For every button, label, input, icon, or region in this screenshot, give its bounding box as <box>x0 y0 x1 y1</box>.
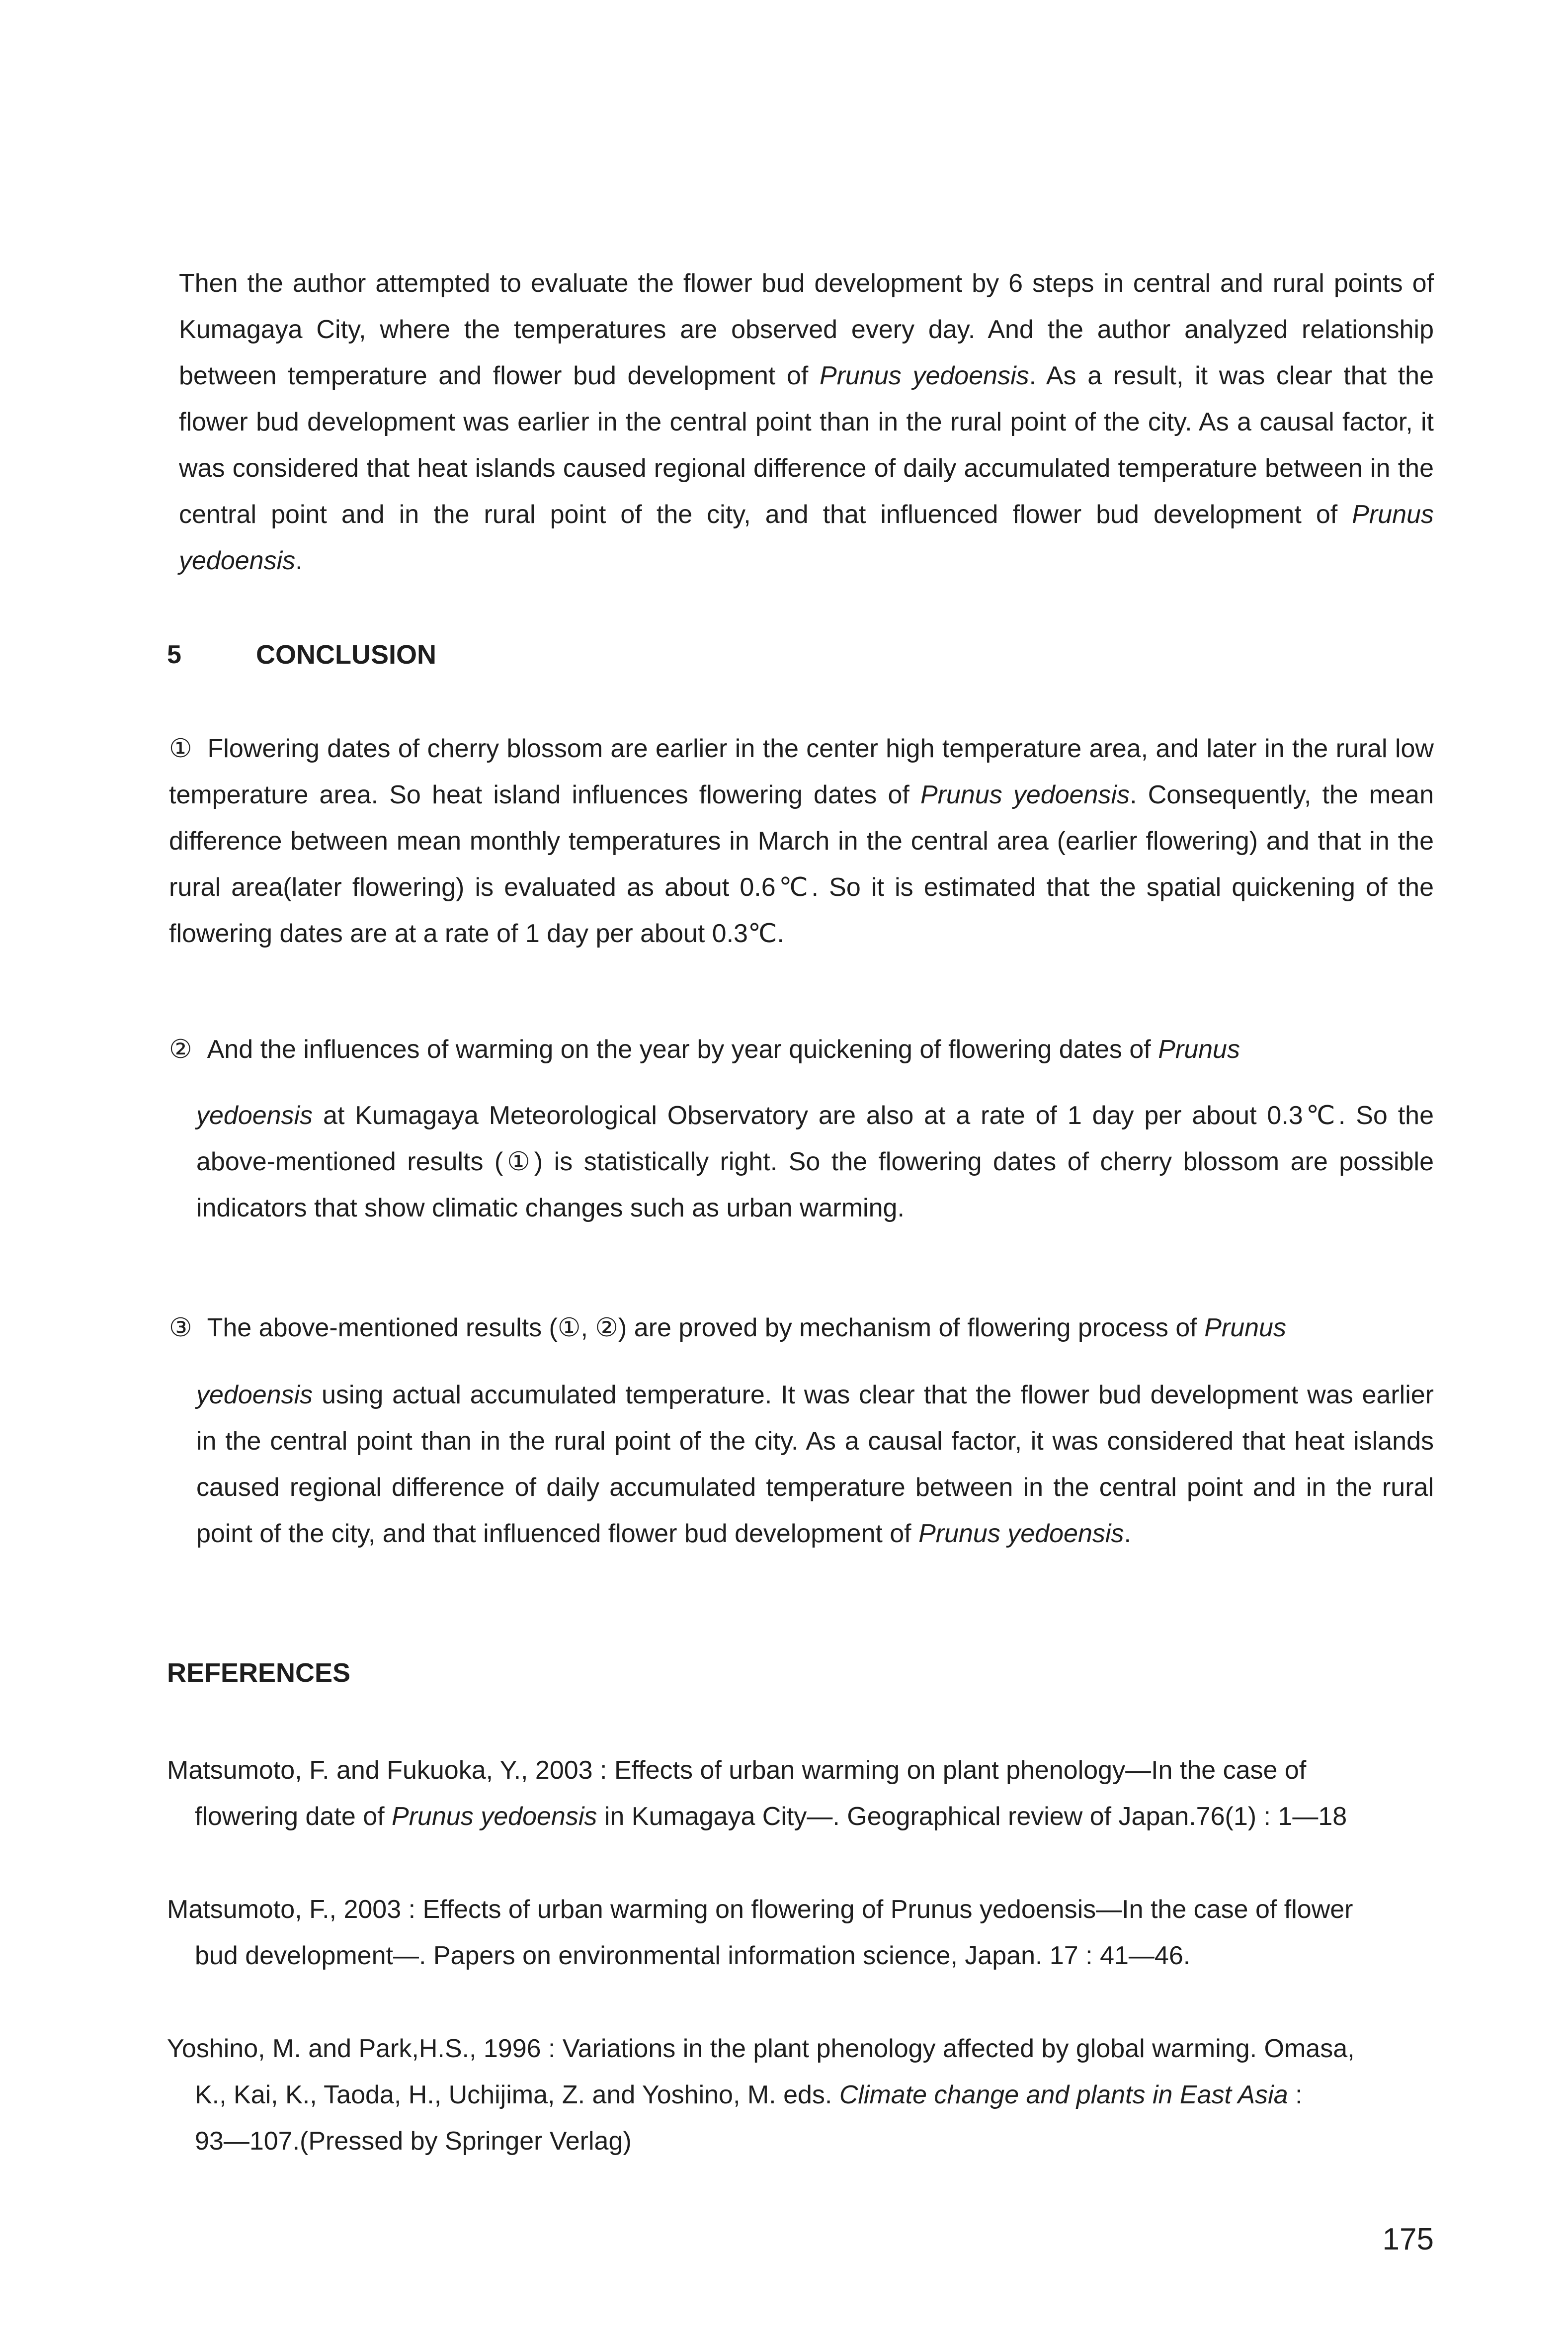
references-heading: REFERENCES <box>167 1658 351 1688</box>
species-name: Prunus yedoensis <box>920 780 1130 809</box>
item3-lead-text: The above-mentioned results (①, ②) are proved by mechanism of flowering process of <box>207 1313 1205 1342</box>
circled-number-3: ③ <box>169 1313 192 1342</box>
reference-entry-3 <box>167 2026 1434 2165</box>
species-name: Prunus yedoensis <box>820 361 1029 390</box>
reference-line: 93―107.(Pressed by Springer Verlag) <box>195 2127 632 2156</box>
intro-paragraph <box>179 260 1434 584</box>
species-name: Prunus yedoensis <box>392 1802 597 1831</box>
intro-text-1: Then the author attempted to evaluate the flower bud development by 6 steps in central and rural points of Kumagaya City, where the temperatures are observed every day. And the author analyzed relationship between temperature and flower bud development of <box>179 269 1434 390</box>
conclusion-item-1 <box>169 726 1434 957</box>
book-title: Climate change and plants in East Asia <box>839 2080 1288 2109</box>
species-name: Prunus <box>1158 1035 1240 1064</box>
reference-text: K., Kai, K., Taoda, H., Uchijima, Z. and Yoshino, M. eds. <box>195 2080 839 2109</box>
reference-line: Yoshino, M. and Park,H.S., 1996 : Variations in the plant phenology affected by global warming. Omasa, <box>167 2034 1355 2063</box>
reference-text: in Kumagaya City―. Geographical review of Japan.76(1) : 1―18 <box>597 1802 1347 1831</box>
reference-entry-1 <box>167 1747 1434 1840</box>
circled-number-2: ② <box>169 1035 192 1064</box>
item3-rest-text: using actual accumulated temperature. It was clear that the flower bud development was earlier in the central point than in the rural point of the city. As a causal factor, it was considered that heat islands caused regional difference of daily accumulated temperature between in the central point and in the rural point of the city, and that influenced flower bud development of <box>196 1381 1434 1548</box>
reference-line: Matsumoto, F. and Fukuoka, Y., 2003 : Effects of urban warming on plant phenology―In the case of <box>167 1756 1307 1785</box>
reference-line: Matsumoto, F., 2003 : Effects of urban warming on flowering of Prunus yedoensis―In the case of flower <box>167 1895 1353 1924</box>
conclusion-item-3 <box>169 1305 1434 1557</box>
item3-rest-end: . <box>1124 1519 1131 1548</box>
item1-text-a: Flowering dates of cherry blossom are earlier in the center high temperature area, and later in the rural low temperature area. So heat island influences flowering dates of <box>169 734 1434 809</box>
reference-text: : <box>1288 2080 1303 2109</box>
species-name: Prunus yedoensis <box>918 1519 1124 1548</box>
species-name: Prunus <box>1204 1313 1286 1342</box>
intro-text-3: . <box>295 546 303 575</box>
species-name: yedoensis <box>196 1101 313 1130</box>
page-number: 175 <box>1382 2222 1434 2256</box>
species-name: yedoensis <box>196 1381 313 1409</box>
reference-line: bud development―. Papers on environmental information science, Japan. 17 : 41―46. <box>195 1941 1191 1970</box>
reference-text: flowering date of <box>195 1802 392 1831</box>
intro-text-2: . As a result, it was clear that the flower bud development was earlier in the central point than in the rural point of the city. As a causal factor, it was considered that heat islands caused regional difference of daily accumulated temperature between in the central point and in the rural point of the city, and that influenced flower bud development of <box>179 361 1434 529</box>
item2-lead-text: And the influences of warming on the year by year quickening of flowering dates of <box>207 1035 1158 1064</box>
section-number: 5 <box>167 640 181 669</box>
circled-number-1: ① <box>169 734 193 763</box>
reference-entry-2 <box>167 1887 1434 1979</box>
item2-rest-text: at Kumagaya Meteorological Observatory are also at a rate of 1 day per about 0.3℃. So the above-mentioned results (①) is statistically right. So the flowering dates of cherry blossom are possible indicators that show climatic changes such as urban warming. <box>196 1101 1434 1222</box>
item1-text-b: . Consequently, the mean difference between mean monthly temperatures in March in the central area (earlier flowering) and that in the rural area(later flowering) is evaluated as about 0.6℃. So it is estimated that the spatial quickening of the flowering dates are at a rate of 1 day per about 0.3℃. <box>169 780 1434 948</box>
species-name: Prunus yedoensis <box>179 500 1434 575</box>
conclusion-item-2 <box>169 1027 1434 1231</box>
section-title: CONCLUSION <box>256 640 436 670</box>
